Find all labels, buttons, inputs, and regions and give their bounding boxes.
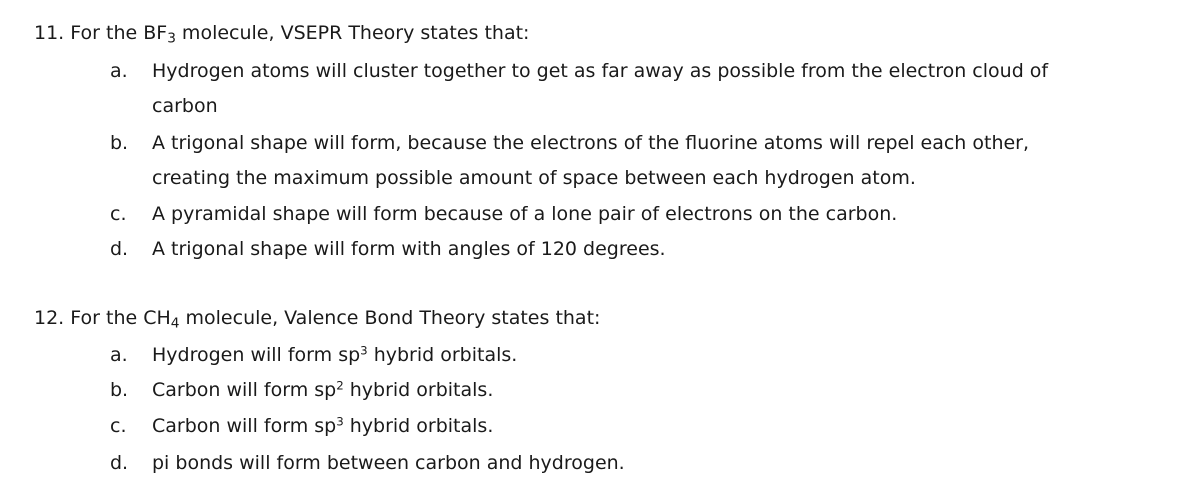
option-letter: a. — [110, 60, 128, 82]
option-text: A trigonal shape will form, because the electrons of the fluorine atoms will repel each other, creating the maximum possible amount of space between each hydrogen atom. — [152, 131, 1030, 189]
question-number: 12. — [34, 307, 65, 329]
option-letter: d. — [110, 238, 129, 260]
question-number: 11. — [34, 22, 65, 44]
question-stem — [34, 305, 600, 331]
option-text: Carbon will form $sp^3$ hybrid orbitals. — [152, 414, 494, 437]
stem-text: For the $BF_3$ molecule, VSEPR Theory states that: — [70, 22, 530, 47]
option-letter: a. — [110, 344, 128, 366]
option-text: A pyramidal shape will form because of a lone pair of electrons on the carbon. — [152, 202, 898, 225]
option-text: A trigonal shape will form with angles of 120 degrees. — [152, 237, 666, 260]
question-stem — [34, 20, 529, 46]
option-letter: d. — [110, 452, 129, 474]
option-text: Hydrogen atoms will cluster together to get as far away as possible from the electron cloud of carbon — [152, 59, 1049, 117]
option-letter: b. — [110, 379, 129, 401]
option-letter: c. — [110, 203, 127, 225]
option-text: Carbon will form $sp^2$ hybrid orbitals. — [152, 378, 494, 401]
option-letter: c. — [110, 415, 127, 437]
stem-text: For the $CH_4$ molecule, Valence Bond Theory states that: — [70, 307, 601, 332]
option-text: pi bonds will form between carbon and hydrogen. — [152, 451, 625, 474]
option-text: Hydrogen will form $sp^3$ hybrid orbitals. — [152, 343, 518, 366]
option-letter: b. — [110, 132, 129, 154]
